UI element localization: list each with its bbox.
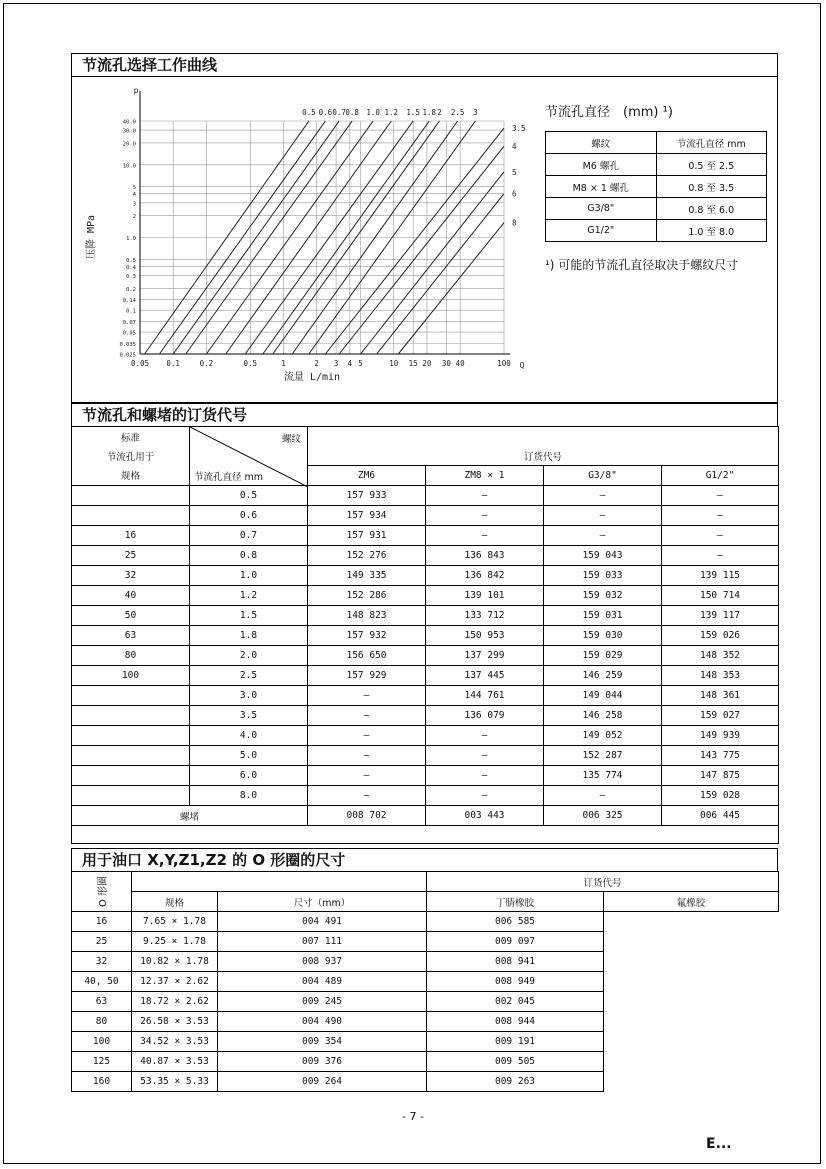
- diameter-thread: M8 × 1 螺孔: [546, 176, 657, 198]
- nbr-code: 008 937: [218, 952, 427, 972]
- order-code: –: [426, 726, 544, 746]
- order-code: –: [308, 786, 426, 806]
- corner-dia-label: 节流孔直径 mm: [194, 472, 264, 483]
- nominal-size: 100: [72, 666, 190, 686]
- oring-dimension: 7.65 × 1.78: [132, 912, 218, 932]
- oring-row: [72, 992, 779, 1012]
- order-code: 152 286: [308, 586, 426, 606]
- nbr-code: 004 489: [218, 972, 427, 992]
- orifice-diameter: 8.0: [190, 786, 308, 806]
- oring-table: [71, 871, 779, 1092]
- order-code: 148 361: [662, 686, 779, 706]
- oring-dimension: 18.72 × 2.62: [132, 992, 218, 1012]
- series-label-right: 4: [512, 142, 517, 152]
- y-tick-label: 0.1: [126, 308, 136, 315]
- order-code: –: [544, 786, 662, 806]
- diameter-range: 1.0 至 8.0: [656, 220, 767, 242]
- order-row: [72, 586, 779, 606]
- y-tick-label: 1.0: [126, 236, 136, 242]
- x-tick-label: 4: [347, 359, 353, 368]
- oring-row: [72, 1032, 779, 1052]
- order-code: 139 101: [426, 586, 544, 606]
- blank-header-cell: [308, 427, 779, 447]
- diameter-table: [545, 131, 767, 242]
- orifice-diameter: 1.2: [190, 586, 308, 606]
- y-tick-label: 5: [132, 185, 136, 192]
- series-label-top: 1.8: [422, 108, 437, 117]
- order-code: –: [308, 766, 426, 786]
- orifice-diameter: 0.8: [190, 546, 308, 566]
- diameter-range: 0.5 至 2.5: [656, 154, 767, 176]
- oring-header: 尺寸（mm）: [218, 892, 427, 912]
- diameter-range: 0.8 至 3.5: [656, 176, 767, 198]
- nominal-size: [72, 746, 190, 766]
- nominal-size: 25: [72, 546, 190, 566]
- order-code: –: [426, 506, 544, 526]
- order-code: 149 939: [662, 726, 779, 746]
- order-row: [72, 726, 779, 746]
- order-row: [72, 786, 779, 806]
- oring-header: 规格: [132, 892, 218, 912]
- oring-dimension: 53.35 × 5.33: [132, 1072, 218, 1092]
- nominal-size: [72, 706, 190, 726]
- x-tick-label: 0.1: [166, 359, 180, 368]
- oring-order-code-label: 订货代号: [427, 872, 779, 892]
- order-code: 152 276: [308, 546, 426, 566]
- nominal-size: [72, 486, 190, 506]
- order-code: 157 934: [308, 506, 426, 526]
- order-row: [72, 746, 779, 766]
- y-tick-label: 0.2: [126, 286, 136, 293]
- spacer-row: [72, 826, 779, 844]
- nominal-size: 63: [72, 626, 190, 646]
- order-code: 149 044: [544, 686, 662, 706]
- series-label-top: 0.8: [345, 108, 359, 117]
- series-line: [339, 146, 504, 354]
- order-code: –: [544, 486, 662, 506]
- oring-section-title: 用于油口 X,Y,Z1,Z2 的 O 形圈的尺寸: [71, 848, 778, 872]
- order-code: 150 714: [662, 586, 779, 606]
- plug-code: 006 325: [544, 806, 662, 826]
- order-row: [72, 606, 779, 626]
- nominal-size: [72, 786, 190, 806]
- oring-side-label: O 形圈: [98, 875, 109, 908]
- order-code: 149 335: [308, 566, 426, 586]
- order-row: [72, 506, 779, 526]
- order-code: –: [662, 546, 779, 566]
- order-code: –: [308, 726, 426, 746]
- oring-header: 丁腈橡胶: [427, 892, 604, 912]
- nbr-code: 004 490: [218, 1012, 427, 1032]
- order-code: 159 031: [544, 606, 662, 626]
- chart-section-title: 节流孔选择工作曲线: [71, 53, 778, 77]
- y-tick-label: 3: [132, 201, 136, 208]
- plug-code: 006 445: [662, 806, 779, 826]
- diameter-legend-title: 节流孔直径 (mm) ¹): [545, 105, 673, 120]
- order-code: 133 712: [426, 606, 544, 626]
- oring-row: [72, 1072, 779, 1092]
- order-code: 144 761: [426, 686, 544, 706]
- order-code: –: [426, 786, 544, 806]
- order-code: 136 842: [426, 566, 544, 586]
- oring-size: 32: [72, 952, 132, 972]
- order-code: 146 259: [544, 666, 662, 686]
- fkm-code: 009 263: [427, 1072, 604, 1092]
- order-code: 139 115: [662, 566, 779, 586]
- order-code: 159 033: [544, 566, 662, 586]
- order-code: 148 823: [308, 606, 426, 626]
- order-code: 137 445: [426, 666, 544, 686]
- order-code: 137 299: [426, 646, 544, 666]
- y-tick-label: 2: [132, 214, 136, 221]
- oring-size: 125: [72, 1052, 132, 1072]
- oring-size: 25: [72, 932, 132, 952]
- y-tick-label: 0.4: [126, 264, 136, 271]
- diameter-range: 0.8 至 6.0: [656, 198, 767, 220]
- oring-row: [72, 932, 779, 952]
- order-code: 148 352: [662, 646, 779, 666]
- series-line: [361, 172, 504, 354]
- order-row: [72, 526, 779, 546]
- orifice-diameter: 1.0: [190, 566, 308, 586]
- oring-size: 16: [72, 912, 132, 932]
- order-row: [72, 766, 779, 786]
- corner-line-2: 节流孔用于: [72, 446, 190, 466]
- order-code: 143 775: [662, 746, 779, 766]
- x-tick-label: 5: [358, 359, 363, 368]
- series-label-top: 1.0: [366, 108, 380, 117]
- brand-logo: E...: [706, 1136, 732, 1152]
- orifice-diameter: 4.0: [190, 726, 308, 746]
- series-label-top: 0.6: [318, 108, 333, 117]
- oring-size: 160: [72, 1072, 132, 1092]
- nominal-size: [72, 726, 190, 746]
- flow-pressure-chart: [72, 77, 542, 397]
- oring-dimension: 26.58 × 3.53: [132, 1012, 218, 1032]
- diagonal-header-cell: [190, 427, 308, 486]
- blank-header-cell: [132, 872, 427, 892]
- orifice-diameter: 3.0: [190, 686, 308, 706]
- order-code: 159 029: [544, 646, 662, 666]
- order-code: 152 287: [544, 746, 662, 766]
- orifice-diameter: 2.5: [190, 666, 308, 686]
- diameter-thread: M6 螺孔: [546, 154, 657, 176]
- column-header: ZM6: [308, 466, 426, 486]
- order-row: [72, 626, 779, 646]
- order-code: –: [426, 746, 544, 766]
- order-code: 157 933: [308, 486, 426, 506]
- fkm-code: 009 191: [427, 1032, 604, 1052]
- oring-row: [72, 952, 779, 972]
- series-label-right: 5: [512, 167, 517, 177]
- nbr-code: 009 376: [218, 1052, 427, 1072]
- order-code: 157 931: [308, 526, 426, 546]
- order-code: –: [662, 486, 779, 506]
- order-code: –: [662, 506, 779, 526]
- nominal-size: 16: [72, 526, 190, 546]
- x-tick-label: 0.5: [243, 359, 258, 368]
- order-code: –: [308, 686, 426, 706]
- order-code: 136 843: [426, 546, 544, 566]
- order-row: [72, 566, 779, 586]
- x-tick-label: 3: [333, 359, 339, 368]
- series-label-right: 3.5: [512, 124, 526, 134]
- x-tick-label: 0.05: [130, 359, 150, 368]
- orifice-diameter: 0.5: [190, 486, 308, 506]
- oring-row: [72, 1052, 779, 1072]
- order-code: 159 028: [662, 786, 779, 806]
- y-tick-label: 30.0: [122, 128, 136, 135]
- order-code: 159 027: [662, 706, 779, 726]
- order-code: –: [544, 506, 662, 526]
- plug-code: 008 702: [308, 806, 426, 826]
- order-code: 135 774: [544, 766, 662, 786]
- y-tick-label: 0.05: [122, 330, 136, 337]
- oring-side-label-cell: [72, 872, 132, 912]
- y-axis-symbol: p: [133, 86, 139, 95]
- order-row: [72, 686, 779, 706]
- order-code: 159 043: [544, 546, 662, 566]
- corner-line-1: 标准: [72, 427, 190, 447]
- fkm-code: 006 585: [427, 912, 604, 932]
- y-tick-label: 20.0: [122, 141, 136, 148]
- column-header: ZM8 × 1: [426, 466, 544, 486]
- order-code-label: 订货代号: [308, 446, 779, 466]
- nominal-size: [72, 686, 190, 706]
- order-row: [72, 546, 779, 566]
- oring-row: [72, 1012, 779, 1032]
- order-code: 157 929: [308, 666, 426, 686]
- y-tick-label: 0.035: [119, 341, 136, 348]
- fkm-code: 008 949: [427, 972, 604, 992]
- order-code: –: [662, 526, 779, 546]
- corner-line-3: 规格: [72, 466, 190, 486]
- nominal-size: [72, 766, 190, 786]
- order-code: –: [308, 706, 426, 726]
- fkm-code: 008 944: [427, 1012, 604, 1032]
- column-header: G1/2": [662, 466, 779, 486]
- order-code: 139 117: [662, 606, 779, 626]
- order-section-title: 节流孔和螺堵的订货代号: [71, 403, 778, 427]
- x-tick-label: 15: [408, 359, 418, 368]
- diameter-header-dia: 节流孔直径 mm: [656, 132, 767, 154]
- x-tick-label: 40: [455, 359, 465, 368]
- order-code: –: [426, 766, 544, 786]
- fkm-code: 009 097: [427, 932, 604, 952]
- order-code: 156 650: [308, 646, 426, 666]
- y-tick-label: 10.0: [122, 163, 136, 170]
- nbr-code: 009 354: [218, 1032, 427, 1052]
- x-tick-label: 30: [441, 359, 451, 368]
- orifice-diameter: 2.0: [190, 646, 308, 666]
- nominal-size: [72, 506, 190, 526]
- order-row: [72, 646, 779, 666]
- order-code: 159 026: [662, 626, 779, 646]
- diameter-footnote: ¹) 可能的节流孔直径取决于螺纹尺寸: [545, 258, 739, 272]
- x-tick-label: 1: [281, 359, 286, 368]
- nbr-code: 009 245: [218, 992, 427, 1012]
- order-row: [72, 486, 779, 506]
- order-code: 148 353: [662, 666, 779, 686]
- series-label-top: 1.5: [406, 108, 420, 117]
- fkm-code: 008 941: [427, 952, 604, 972]
- plug-code: 003 443: [426, 806, 544, 826]
- order-code: 146 258: [544, 706, 662, 726]
- series-label-right: 8: [512, 218, 517, 228]
- order-code: 157 932: [308, 626, 426, 646]
- oring-dimension: 9.25 × 1.78: [132, 932, 218, 952]
- y-tick-label: 4: [132, 192, 136, 199]
- oring-size: 40, 50: [72, 972, 132, 992]
- x-tick-label: 100: [497, 359, 511, 368]
- x-axis-symbol: Q: [519, 361, 525, 370]
- orifice-diameter: 0.7: [190, 526, 308, 546]
- x-tick-label: 10: [389, 359, 399, 368]
- x-tick-label: 2: [314, 359, 319, 368]
- series-label-top: 0.5: [302, 108, 316, 117]
- series-line: [325, 128, 504, 354]
- order-code: 147 875: [662, 766, 779, 786]
- nbr-code: 004 491: [218, 912, 427, 932]
- diameter-thread: G1/2": [546, 220, 657, 242]
- oring-header: 氟橡胶: [604, 892, 779, 912]
- orifice-diameter: 3.5: [190, 706, 308, 726]
- nbr-code: 009 264: [218, 1072, 427, 1092]
- order-code: 136 079: [426, 706, 544, 726]
- y-tick-label: 0.07: [122, 319, 136, 326]
- fkm-code: 002 045: [427, 992, 604, 1012]
- oring-row: [72, 912, 779, 932]
- oring-dimension: 12.37 × 2.62: [132, 972, 218, 992]
- column-header: G3/8": [544, 466, 662, 486]
- order-row: [72, 666, 779, 686]
- series-label-top: 2.5: [450, 108, 465, 117]
- y-tick-label: 0.14: [122, 298, 136, 305]
- oring-dimension: 40.87 × 3.53: [132, 1052, 218, 1072]
- y-tick-label: 40.0: [122, 119, 136, 126]
- order-code: –: [426, 526, 544, 546]
- y-tick-label: 0.025: [119, 352, 136, 359]
- orifice-diameter: 0.6: [190, 506, 308, 526]
- nbr-code: 007 111: [218, 932, 427, 952]
- nominal-size: 50: [72, 606, 190, 626]
- corner-thread-label: 螺纹: [281, 434, 301, 445]
- x-tick-label: 0.2: [199, 359, 214, 368]
- series-label-right: 6: [512, 189, 517, 199]
- series-line: [377, 194, 504, 354]
- y-tick-label: 0.3: [126, 274, 136, 281]
- orifice-diameter: 6.0: [190, 766, 308, 786]
- oring-row: [72, 972, 779, 992]
- page-number: - 7 -: [402, 1110, 424, 1123]
- plug-label: 螺堵: [72, 806, 308, 826]
- fkm-code: 009 505: [427, 1052, 604, 1072]
- y-tick-label: 0.5: [126, 257, 136, 264]
- series-label-top: 0.7: [332, 108, 346, 117]
- order-code: 159 032: [544, 586, 662, 606]
- y-axis-label: 压降 MPa: [86, 214, 97, 260]
- nominal-size: 32: [72, 566, 190, 586]
- oring-size: 100: [72, 1032, 132, 1052]
- oring-size: 80: [72, 1012, 132, 1032]
- diameter-thread: G3/8": [546, 198, 657, 220]
- order-code: 150 953: [426, 626, 544, 646]
- orifice-diameter: 5.0: [190, 746, 308, 766]
- order-code: –: [426, 486, 544, 506]
- x-axis-label: 流量 L/min: [283, 372, 341, 383]
- order-code: 149 052: [544, 726, 662, 746]
- oring-size: 63: [72, 992, 132, 1012]
- order-row: [72, 706, 779, 726]
- x-tick-label: 20: [422, 359, 432, 368]
- orifice-diameter: 1.5: [190, 606, 308, 626]
- series-label-top: 1.2: [384, 108, 399, 117]
- series-label-top: 3: [473, 108, 478, 117]
- oring-dimension: 34.52 × 3.53: [132, 1032, 218, 1052]
- orifice-diameter: 1.8: [190, 626, 308, 646]
- nominal-size: 80: [72, 646, 190, 666]
- nominal-size: 40: [72, 586, 190, 606]
- series-label-top: 2: [437, 108, 442, 117]
- diameter-header-thread: 螺纹: [546, 132, 657, 154]
- order-table: [71, 426, 779, 844]
- order-code: –: [544, 526, 662, 546]
- oring-dimension: 10.82 × 1.78: [132, 952, 218, 972]
- order-code: –: [308, 746, 426, 766]
- order-code: 159 030: [544, 626, 662, 646]
